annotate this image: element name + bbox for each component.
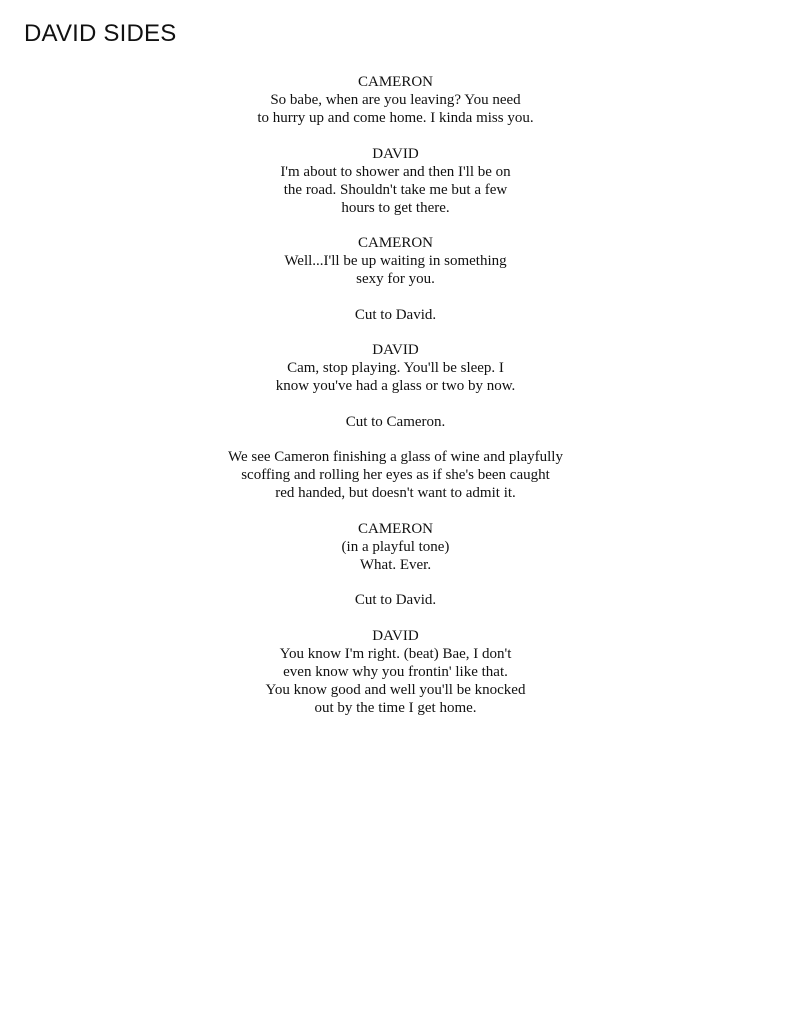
dialogue-block-cameron-3 [0,520,791,574]
dialogue-line: Cam, stop playing. You'll be sleep. I [287,360,504,376]
transition-line: Cut to David. [354,592,437,608]
dialogue-line: You know I'm right. (beat) Bae, I don't [279,645,512,662]
character-name: CAMERON [357,235,433,251]
action-block [0,448,791,502]
dialogue-line: You know good and well you'll be knocked [265,681,526,698]
transition-block [0,591,791,609]
action-line: scoffing and rolling her eyes as if she's been caught [241,467,550,483]
dialogue-line: out by the time I get home. [314,699,477,716]
dialogue-block-david-3 [0,627,791,717]
transition-block [0,306,791,324]
character-name: CAMERON [357,520,433,537]
script-body [0,73,791,734]
action-line: We see Cameron finishing a glass of wine and playfully [228,449,563,465]
dialogue-line: the road. Shouldn't take me but a few [283,181,508,198]
dialogue-line: Well...I'll be up waiting in something [284,253,507,269]
dialogue-line: even know why you frontin' like that. [283,663,508,680]
dialogue-line: So babe, when are you leaving? You need [270,92,521,108]
transition-block [0,413,791,431]
dialogue-line: sexy for you. [356,271,435,287]
parenthetical-line: (in a playful tone) [341,538,450,555]
dialogue-line: What. Ever. [359,556,432,573]
dialogue-block-david-2 [0,341,791,395]
dialogue-line: I'm about to shower and then I'll be on [280,163,511,180]
action-line: red handed, but doesn't want to admit it. [275,485,516,501]
character-name: DAVID [372,145,419,162]
dialogue-line: to hurry up and come home. I kinda miss you. [257,110,534,126]
document-title: DAVID SIDES [24,20,177,47]
dialogue-block-cameron-2 [0,234,791,288]
dialogue-block-cameron-1 [0,73,791,127]
transition-line: Cut to Cameron. [345,413,446,430]
dialogue-line: know you've had a glass or two by now. [275,378,516,394]
transition-line: Cut to David. [354,306,437,323]
dialogue-block-david-1 [0,145,791,217]
character-name: CAMERON [357,74,433,90]
character-name: DAVID [372,627,419,644]
dialogue-line: hours to get there. [341,199,450,216]
character-name: DAVID [372,342,419,358]
